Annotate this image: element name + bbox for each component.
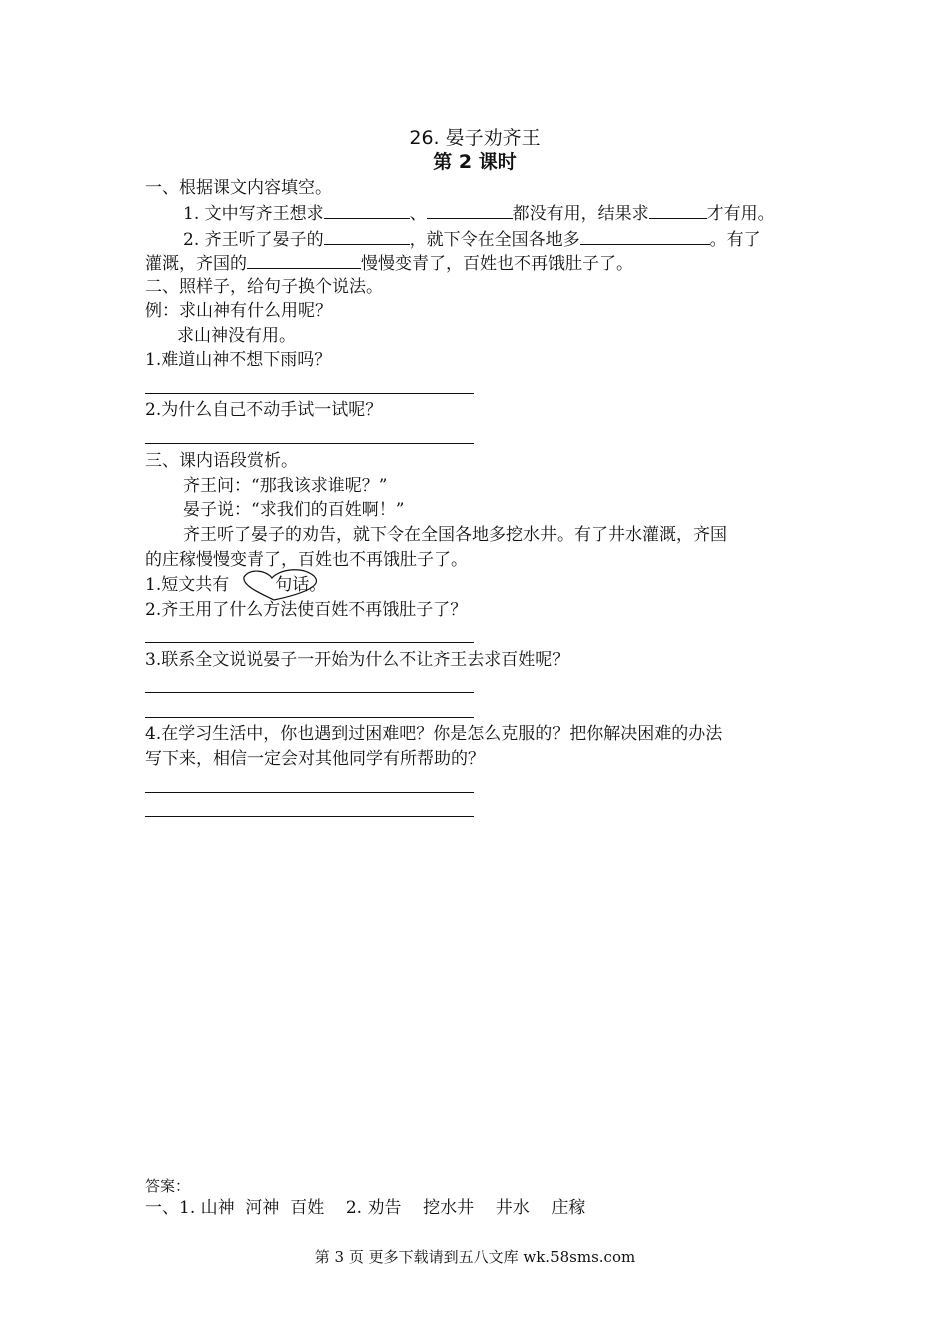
q2-text-c: 。有了 (709, 230, 761, 250)
page-footer: 第 3 页 更多下载请到五八文库 wk.58sms.com (314, 1248, 636, 1266)
q2-text-a: 2. 齐王听了晏子的 (183, 230, 324, 250)
section1-heading: 一、根据课文内容填空。 (145, 178, 332, 198)
section3-question-3: 3.联系全文说说晏子一开始为什么不让齐王去求百姓呢？ (145, 650, 570, 670)
answer-blank[interactable] (324, 226, 410, 245)
answers-line: 一、1. 山神 河神 百姓 2. 劝告 挖水井 井水 庄稼 (145, 1198, 586, 1218)
q2-text-b: ，就下令在全国各地多 (409, 230, 580, 250)
section2-example-answer: 求山神没有用。 (177, 326, 296, 346)
answer-blank[interactable] (427, 200, 513, 219)
section3-question-4-line1: 4.在学习生活中，你也遇到过困难吧？你是怎么克服的？把你解决困难的办法 (145, 724, 723, 744)
q1-prefix: 1.短文共有 (145, 575, 230, 595)
section3-heading: 三、课内语段赏析。 (145, 451, 298, 471)
section2-question-1: 1.难道山神不想下雨吗？ (145, 350, 332, 370)
section2-heading: 二、照样子，给句子换个说法。 (145, 277, 383, 297)
answer-line[interactable] (145, 792, 474, 793)
q1-text-d: 才有用。 (706, 204, 775, 224)
answer-blank[interactable] (580, 226, 710, 245)
section3-question-4-line2: 写下来，相信一定会对其他同学有所帮助的？ (145, 749, 485, 769)
answer-line[interactable] (145, 443, 474, 444)
passage-line-3: 齐王听了晏子的劝告，就下令在全国各地多挖水井。有了井水灌溉，齐国 (183, 525, 727, 545)
answer-blank[interactable] (324, 200, 410, 219)
answer-line[interactable] (145, 393, 474, 394)
answer-blank[interactable] (649, 200, 707, 219)
answer-line[interactable] (145, 692, 474, 693)
q2-text-e: 慢慢变青了，百姓也不再饿肚子了。 (361, 254, 633, 274)
passage-line-2: 晏子说：“求我们的百姓啊！” (183, 500, 405, 520)
answers-label: 答案： (145, 1177, 191, 1195)
section1-q1 (183, 200, 775, 226)
page-title: 26. 晏子劝齐王 (409, 127, 541, 149)
answer-line[interactable] (145, 642, 474, 643)
section1-q2-line1 (183, 226, 761, 252)
passage-line-1: 齐王问：“那我该求谁呢？” (183, 476, 388, 496)
q1-text-b: 、 (409, 204, 427, 224)
page-subtitle: 第 2 课时 (433, 151, 517, 173)
answer-line[interactable] (145, 717, 474, 718)
passage-line-4: 的庄稼慢慢变青了，百姓也不再饿肚子了。 (145, 550, 468, 570)
q1-suffix: 句话。 (275, 575, 327, 595)
q2-text-d: 灌溉，齐国的 (145, 254, 247, 274)
section2-question-2: 2.为什么自己不动手试一试呢？ (145, 400, 383, 420)
q1-text-a: 1. 文中写齐王想求 (183, 204, 324, 224)
section2-example-question: 例：求山神有什么用呢？ (145, 301, 332, 321)
answer-line[interactable] (145, 816, 474, 817)
section3-question-2: 2.齐王用了什么方法使百姓不再饿肚子了？ (145, 600, 468, 620)
answer-blank[interactable] (247, 250, 361, 269)
section1-q2-line2 (145, 250, 633, 276)
q1-text-c: 都没有用，结果求 (512, 204, 649, 224)
